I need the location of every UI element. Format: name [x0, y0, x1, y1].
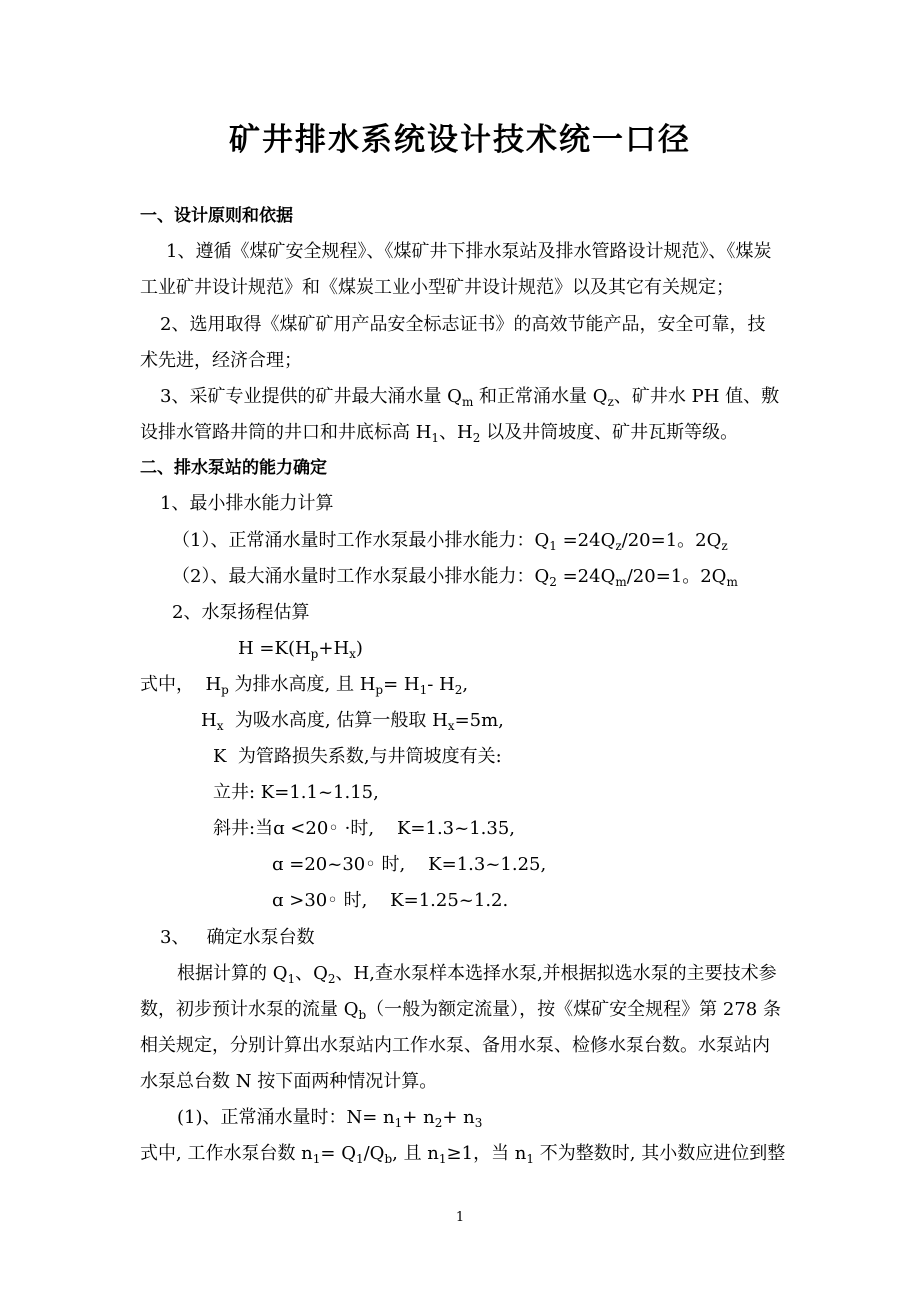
s1-item-2-line-2: 术先进，经济合理； [140, 350, 302, 371]
section-1-heading: 一、设计原则和依据 [140, 206, 293, 226]
section-2-heading: 二、排水泵站的能力确定 [140, 458, 327, 478]
text: =24Q [556, 566, 616, 587]
s2-sub-1: 1、最小排水能力计算 [160, 493, 334, 514]
text: - H [427, 674, 455, 695]
text: （一般为额定流量），按《煤矿安全规程》第 278 条 [366, 999, 781, 1020]
subscript: m [726, 575, 738, 589]
shaft-incline-1: 斜井:当ɑ <20◦ ·时, K=1.3~1.35, [213, 818, 516, 839]
subscript: 2 [549, 575, 557, 589]
text: 、H [439, 422, 473, 443]
subscript: 1 [312, 1152, 321, 1166]
text: + n [402, 1107, 435, 1128]
subscript: p [375, 683, 384, 697]
text: H =K(H [238, 638, 311, 659]
text: 式中, 工作水泵台数 n [140, 1143, 313, 1164]
text: 、H,查水泵样本选择水泵,并根据拟选水泵的主要技术参 [335, 963, 777, 984]
document-title: 矿井排水系统设计技术统一口径 [229, 122, 691, 158]
text: /20=1。2Q [626, 566, 727, 587]
subscript: 1 [431, 431, 440, 445]
text: 和正常涌水量 Q [473, 386, 608, 407]
text: , 且 n [392, 1143, 439, 1164]
text: =5m, [454, 710, 504, 731]
page-number: 1 [455, 1210, 465, 1225]
subscript: x [216, 719, 224, 733]
text: （1）、正常涌水量时工作水泵最小排水能力：Q [172, 530, 550, 551]
pump-count-explanation [140, 1142, 785, 1166]
shaft-vertical: 立井: K=1.1~1.15, [213, 782, 379, 803]
subscript: 1 [287, 972, 296, 986]
text: 为吸水高度, 估算一般取 H [223, 710, 448, 731]
text: ) [355, 638, 363, 659]
text: (1)、正常涌水量时：N= n [177, 1107, 395, 1128]
subscript: 1 [526, 1152, 535, 1166]
subscript: 2 [434, 1116, 443, 1130]
shaft-incline-3: ɑ >30◦ 时, K=1.25~1.2. [272, 890, 509, 911]
where-line-3: K 为管路损失系数,与井筒坡度有关: [213, 746, 502, 767]
subscript: 1 [394, 1116, 403, 1130]
subscript: b [384, 1152, 393, 1166]
text: （2）、最大涌水量时工作水泵最小排水能力：Q [172, 566, 550, 587]
s2-sub-3: 3、 确定水泵台数 [160, 927, 315, 948]
text: + n [442, 1107, 475, 1128]
text: 以及井筒坡度、矿井瓦斯等级。 [480, 422, 739, 443]
text: 根据计算的 Q [177, 963, 288, 984]
subscript: b [358, 1008, 367, 1022]
subscript: x [447, 719, 455, 733]
s1-item-3-line-1 [160, 385, 779, 409]
subscript: 1 [419, 683, 428, 697]
subscript: m [461, 395, 474, 409]
text: = H [383, 674, 420, 695]
pump-para-line-4: 水泵总台数 N 按下面两种情况计算。 [140, 1071, 438, 1092]
text: +H [318, 638, 350, 659]
subscript: p [221, 683, 229, 697]
text: 式中， H [140, 674, 222, 695]
text: H [201, 710, 217, 731]
pump-para-line-2 [140, 998, 781, 1022]
text: /20=1。2Q [621, 530, 722, 551]
text: 数，初步预计水泵的流量 Q [140, 999, 359, 1020]
subscript: z [615, 539, 622, 553]
text: =24Q [556, 530, 616, 551]
pump-para-line-3: 相关规定，分别计算出水泵站内工作水泵、备用水泵、检修水泵台数。水泵站内 [140, 1035, 770, 1056]
where-line-1 [140, 673, 468, 697]
subscript: p [310, 647, 319, 661]
where-line-2 [201, 709, 504, 733]
subscript: x [349, 647, 356, 661]
text: 、Q [295, 963, 328, 984]
text: 设排水管路井筒的井口和井底标高 H [140, 422, 432, 443]
text: 为排水高度, 且 H [228, 674, 376, 695]
text: 不为整数时, 其小数应进位到整 [534, 1143, 786, 1164]
subscript: z [607, 395, 614, 409]
s1-item-1-line-1: 1、遵循《煤矿安全规程》、《煤矿井下排水泵站及排水管路设计规范》、《煤炭 [166, 241, 772, 262]
text: 3、采矿专业提供的矿井最大涌水量 Q [160, 386, 462, 407]
subscript: 1 [549, 539, 557, 553]
text: 、矿井水 PH 值、敷 [613, 386, 780, 407]
s2-sub-2: 2、水泵扬程估算 [172, 602, 310, 623]
subscript: 2 [327, 972, 336, 986]
head-formula [238, 637, 363, 661]
subscript: 1 [438, 1152, 447, 1166]
pump-para-line-1 [177, 962, 777, 986]
text: = Q [320, 1143, 356, 1164]
s1-item-2-line-1: 2、选用取得《煤矿矿用产品安全标志证书》的高效节能产品，安全可靠，技 [160, 314, 766, 335]
s2-calc-2 [172, 565, 738, 589]
s2-calc-1 [172, 529, 728, 553]
subscript: 2 [454, 683, 463, 697]
text: /Q [363, 1143, 385, 1164]
subscript: 2 [472, 431, 481, 445]
shaft-incline-2: ɑ =20~30◦ 时, K=1.3~1.25, [272, 854, 547, 875]
subscript: m [615, 575, 627, 589]
normal-inflow-formula [177, 1106, 482, 1130]
s1-item-1-line-2: 工业矿井设计规范》和《煤炭工业小型矿井设计规范》以及其它有关规定； [140, 277, 734, 298]
subscript: 1 [355, 1152, 364, 1166]
subscript: 3 [474, 1116, 483, 1130]
s1-item-3-line-2 [140, 421, 738, 445]
text: , [462, 674, 469, 695]
subscript: z [721, 539, 728, 553]
text: ≥1，当 n [446, 1143, 527, 1164]
